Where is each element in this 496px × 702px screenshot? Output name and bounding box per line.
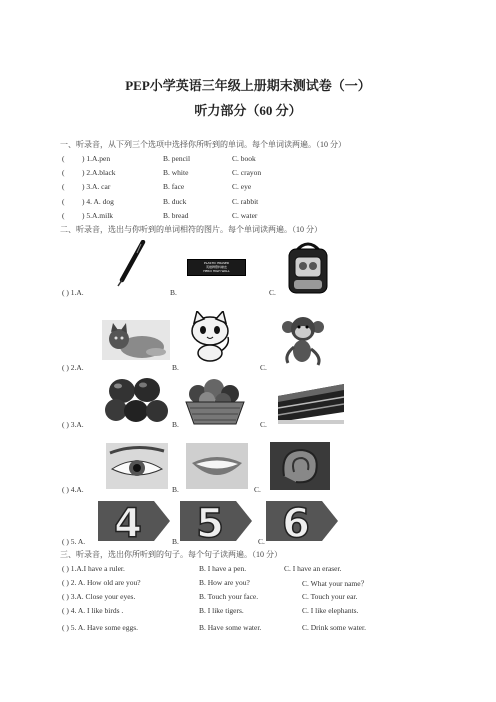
- option-b: B.: [170, 288, 177, 297]
- list-item: [62, 578, 402, 588]
- ear-image: [270, 442, 330, 490]
- option-a: ( ) 1.A.I have a ruler.: [62, 564, 125, 573]
- cartoon-cat-image: [188, 311, 232, 363]
- fruit-basket-image: [182, 376, 248, 426]
- answer-paren: (: [62, 168, 65, 177]
- option-a: ) 1.A.pen: [82, 154, 111, 163]
- answer-paren: (: [62, 182, 65, 191]
- number-6-label: 6: [282, 501, 310, 545]
- option-c: C. eye: [232, 182, 252, 191]
- monkey-image: [280, 315, 326, 367]
- list-item: [62, 592, 402, 602]
- option-c: C. rabbit: [232, 197, 259, 206]
- option-b: B. white: [163, 168, 189, 177]
- option-b: B.: [172, 363, 179, 372]
- picture-row-1: [62, 288, 362, 298]
- option-a: ) 3.A. car: [82, 182, 111, 191]
- list-item: [62, 168, 382, 178]
- picture-row-3: [62, 420, 362, 430]
- section2-instruction: 二、听录音，选出与你听到的单词相符的图片。每个单词读两遍。（10 分）: [60, 225, 322, 234]
- list-item: [62, 182, 382, 192]
- option-c: C.: [260, 363, 267, 372]
- option-a: ( ) 5. A.: [62, 537, 86, 546]
- page-title: PEP小学英语三年级上册期末测试卷（一）: [125, 78, 371, 93]
- option-c: C.: [269, 288, 276, 297]
- section3-instruction: 三、听录音，选出你所听到的句子。每个句子读两遍。（10 分）: [60, 550, 282, 559]
- option-c: C. Drink some water.: [302, 623, 366, 632]
- answer-paren: (: [62, 211, 65, 220]
- option-b: B. bread: [163, 211, 189, 220]
- option-a: ) 5.A.milk: [82, 211, 114, 220]
- number-5-label: 5: [196, 501, 224, 545]
- option-a: ) 4. A. dog: [82, 197, 114, 206]
- picture-row-2: [62, 363, 362, 373]
- list-item: [62, 606, 402, 616]
- option-b: B.: [172, 537, 179, 546]
- answer-paren: (: [62, 197, 65, 206]
- eggs-image: [104, 376, 170, 424]
- page-subtitle: 听力部分（60 分）: [194, 103, 302, 118]
- option-b: B. duck: [163, 197, 187, 206]
- cake-image: [274, 382, 346, 424]
- option-b: B. pencil: [163, 154, 191, 163]
- option-a: ( ) 4.A.: [62, 485, 84, 494]
- answer-paren: (: [62, 154, 65, 163]
- option-b: B. face: [163, 182, 185, 191]
- option-c: C.: [254, 485, 261, 494]
- option-c: C.: [260, 420, 267, 429]
- list-item: [62, 197, 382, 207]
- option-b: B.: [172, 485, 179, 494]
- option-c: C. crayon: [232, 168, 262, 177]
- option-c: C.: [258, 537, 265, 546]
- option-b: B. I have a pen.: [199, 564, 247, 573]
- eraser-image: PLASTIC ERASER 英雄牌塑料橡皮 HERO HIGH WALL: [187, 259, 246, 276]
- list-item: [62, 623, 402, 633]
- option-b: B. I like tigers.: [199, 606, 244, 615]
- option-a: ( ) 4. A. I like birds .: [62, 606, 124, 615]
- option-b: B. How are you?: [199, 578, 250, 587]
- option-c: C. I like elephants.: [302, 606, 359, 615]
- eye-image: [106, 443, 168, 489]
- section1-instruction: 一、听录音，从下列三个选项中选择你所听到的单词。每个单词读两遍。（10 分）: [60, 140, 346, 149]
- option-a: ( ) 3.A.: [62, 420, 84, 429]
- pen-image: [116, 240, 146, 288]
- option-a: ( ) 5. A. Have some eggs.: [62, 623, 139, 632]
- option-b: B. Have some water.: [199, 623, 262, 632]
- option-c: C. book: [232, 154, 256, 163]
- mouth-image: [186, 443, 248, 489]
- option-c: C. water: [232, 211, 258, 220]
- option-b: B.: [172, 420, 179, 429]
- option-c: C. What your name？: [302, 579, 369, 588]
- option-b: B. Touch your face.: [199, 592, 259, 601]
- schoolbag-image: [284, 239, 332, 295]
- option-c: C. I have an eraser.: [284, 564, 342, 573]
- list-item: [62, 564, 402, 574]
- option-a: ) 2.A.black: [82, 168, 116, 177]
- list-item: [62, 211, 382, 221]
- option-a: ( ) 1.A.: [62, 288, 84, 297]
- picture-row-4: [62, 485, 362, 495]
- number-4-label: 4: [114, 501, 142, 545]
- option-a: ( ) 2.A.: [62, 363, 84, 372]
- cat-image: [102, 320, 170, 360]
- option-c: C. Touch your ear.: [302, 592, 358, 601]
- picture-row-5: [62, 537, 362, 547]
- option-a: ( ) 3.A. Close your eyes.: [62, 592, 136, 601]
- option-a: ( ) 2. A. How old are you?: [62, 578, 141, 587]
- list-item: [62, 154, 382, 164]
